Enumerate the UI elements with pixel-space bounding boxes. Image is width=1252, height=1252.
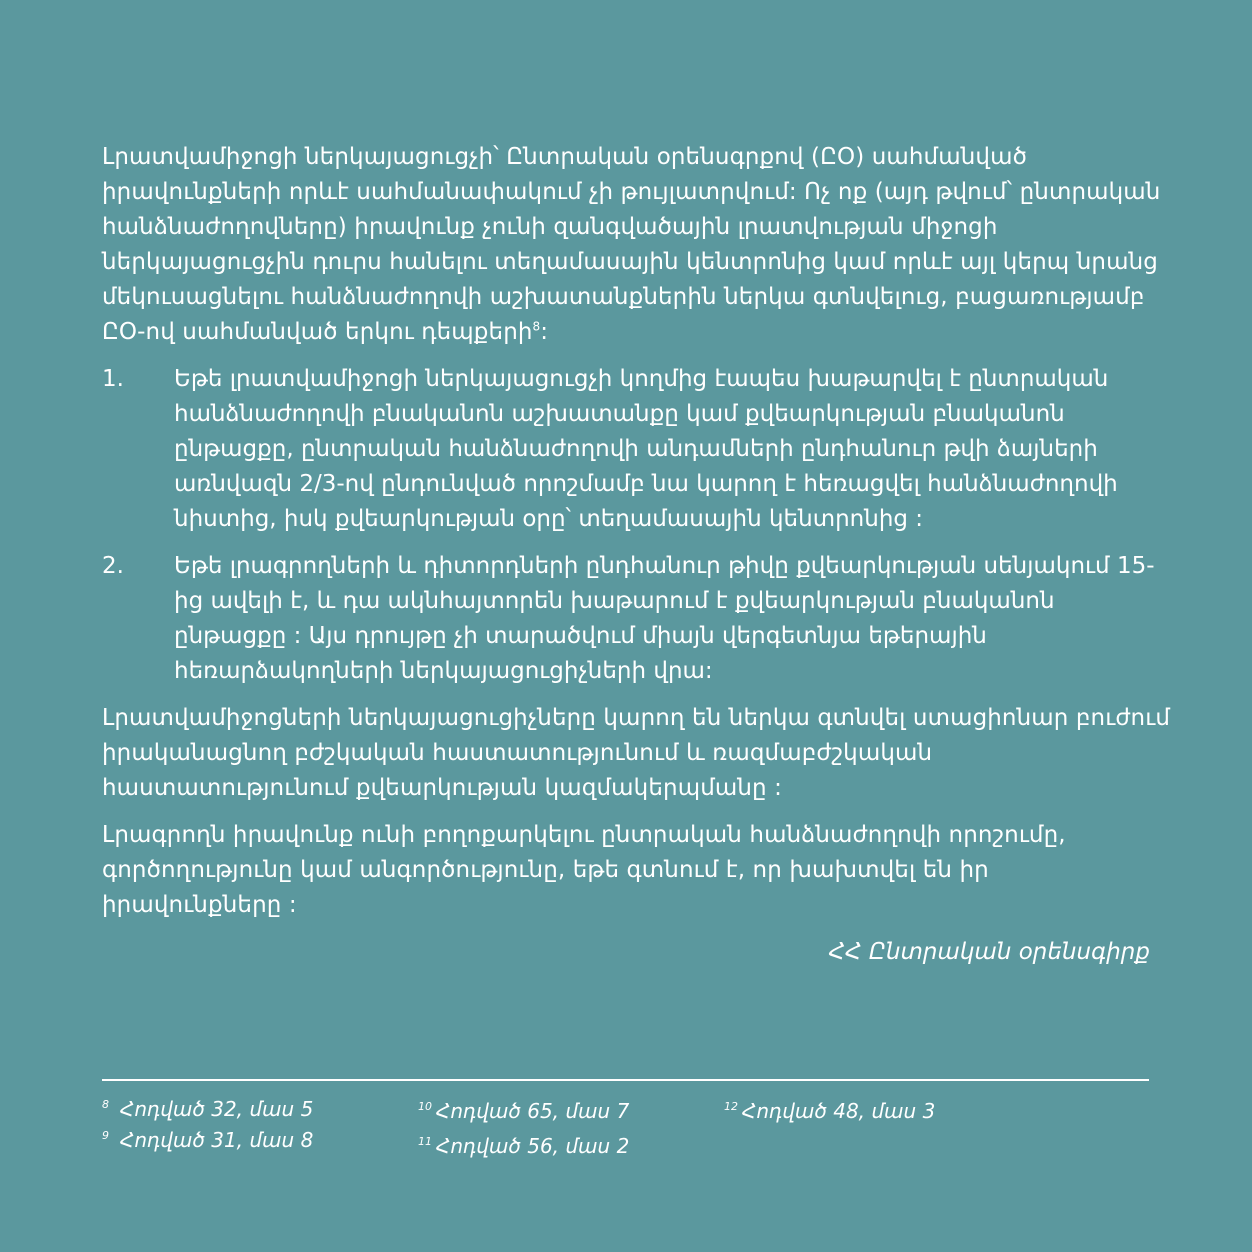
footnote-divider xyxy=(102,1079,1149,1081)
footnote-ref-8[interactable]: 8 xyxy=(532,319,541,334)
list-item xyxy=(102,549,1174,689)
medical-facilities-paragraph: Լրատվամիջոցների ներկայացուցիչները կարող են ներկա գտնվել ստացիոնար բուժում իրականացնող բժշկական հաստատությունում և ռազմաբժշկական հաստատությունում քվեարկության կազմակերպմանը : xyxy=(102,705,1171,801)
exceptions-list xyxy=(102,362,1174,689)
list-item-text: Եթե լրատվամիջոցի ներկայացուցչի կողմից էապես խաթարվել է ընտրական հանձնաժողովի բնականոն աշխատանքը կամ քվեարկության բնականոն ընթացքը, ընտրական հանձնաժողովի անդամների ընդհանուր թվի ձայների առնվազն 2/3-ով ընդունված որոշմամբ նա կարող է հեռացվել հանձնաժողովի նիստից, իսկ քվեարկության օրը՝ տեղամասային կենտրոնից : xyxy=(174,366,1118,532)
footnote-12: $^{12}$ Հոդված 48, մաս 3 xyxy=(724,1099,936,1123)
intro-paragraph xyxy=(102,140,1174,350)
footnote-text: Հոդված 31, մաս 8 xyxy=(120,1128,314,1152)
document-body xyxy=(102,140,1174,970)
footnote-column-1 xyxy=(102,1094,313,1156)
footnote-text: Հոդված 65, մաս 7 xyxy=(436,1099,630,1123)
intro-text: Լրատվամիջոցի ներկայացուցչի՝ Ընտրական օրենսգրքով (ԸՕ) սահմանված իրավունքների որևէ սահմանափակում չի թույլատրվում: Ոչ ոք (այդ թվում՝ ընտրական հանձնաժողովները) իրավունք չունի զանգվածային լրատվության միջոցի ներկայացուցչին դուրս հանելու տեղամասային կենտրոնից կամ որևէ այլ կերպ նրանց մեկուսացնելու հանձնաժողովի աշխատանքներին ներկա գտնվելուց, բացառությամբ ԸՕ-ով սահմանված երկու դեպքերի xyxy=(102,144,1161,345)
footnote-10: $^{10}$ Հոդված 65, մաս 7 xyxy=(418,1099,630,1123)
list-item-number: 1. xyxy=(102,366,124,392)
footnote-column-3 xyxy=(724,1096,935,1127)
list-item-number: 2. xyxy=(102,553,124,579)
footnote-text: Հոդված 32, մաս 5 xyxy=(120,1097,314,1121)
footnote-9: $^9$ Հոդված 31, մաս 8 xyxy=(102,1128,314,1152)
footnote-column-2 xyxy=(418,1096,629,1162)
appeal-paragraph: Լրագրողն իրավունք ունի բողոքարկելու ընտրական հանձնաժողովի որոշումը, գործողությունը կամ անգործությունը, եթե գտնում է, որ խախտվել են իր իրավունքները : xyxy=(102,822,1066,918)
intro-tail: : xyxy=(540,319,549,345)
list-item-text: Եթե լրագրողների և դիտորդների ընդհանուր թիվը քվեարկության սենյակում 15-ից ավելի է, և դա ակնհայտորեն խաթարում է քվեարկության բնականոն ընթացքը : Այս դրույթը չի տարածվում միայն վերգետնյա եթերային հեռարձակողների ներկայացուցիչների վրա: xyxy=(174,553,1155,684)
footnote-11: $^{11}$ Հոդված 56, մաս 2 xyxy=(418,1134,630,1158)
source-citation: ՀՀ Ընտրական օրենսգիրք xyxy=(828,939,1150,965)
footnote-text: Հոդված 56, մաս 2 xyxy=(436,1134,630,1158)
list-item xyxy=(102,362,1174,537)
footnote-8: $^8$ Հոդված 32, մաս 5 xyxy=(102,1097,314,1121)
footnote-text: Հոդված 48, մաս 3 xyxy=(742,1099,936,1123)
